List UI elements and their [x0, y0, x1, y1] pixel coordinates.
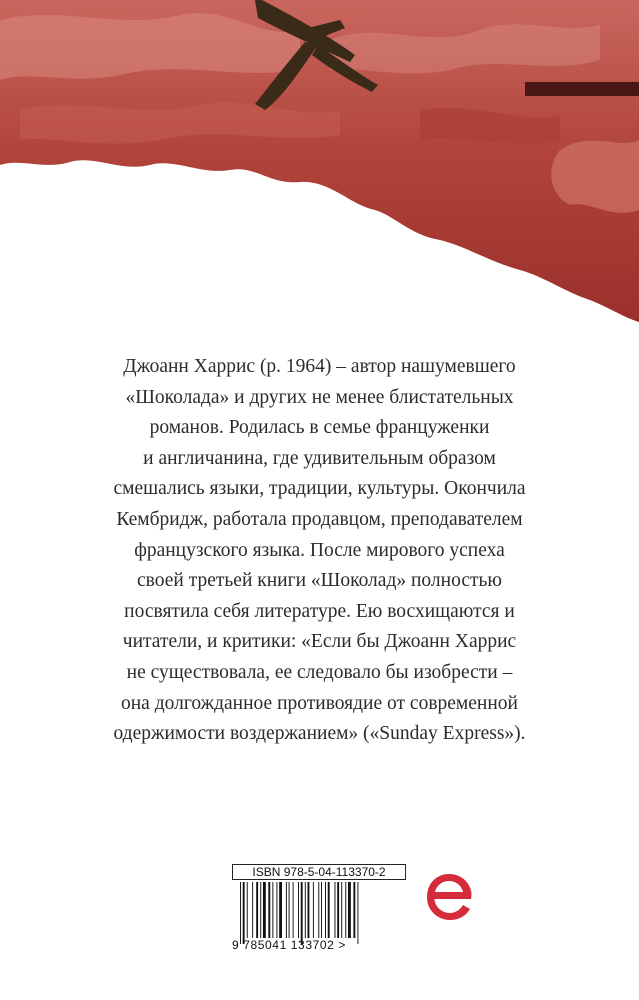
bio-line: она долгожданное противоядие от современной: [121, 692, 518, 714]
author-bio: [70, 352, 569, 750]
bio-line: Кембридж, работала продавцом, преподавателем: [116, 508, 523, 530]
bio-line: «Шоколада» и других не менее блистательных: [125, 386, 514, 408]
barcode-bar: [335, 882, 336, 938]
bio-line: читатели, и критики: «Если бы Джоанн Харрис: [122, 631, 517, 653]
bio-line: романов. Родилась в семье француженки: [149, 417, 490, 439]
barcode-bars: [238, 882, 406, 944]
barcode-bar: [321, 882, 322, 938]
barcode-bar: [298, 882, 299, 938]
bio-line: смешались языки, традиции, культуры. Окончила: [113, 478, 526, 500]
bio-line: одержимости воздержанием» («Sunday Express»).: [113, 723, 526, 745]
barcode-bar: [353, 882, 355, 938]
barcode: [232, 864, 406, 952]
bio-line: и англичанина, где удивительным образом: [143, 447, 496, 469]
barcode-bar: [345, 882, 346, 938]
barcode-bar: [313, 882, 314, 938]
barcode-bar: [348, 882, 351, 938]
isbn-label: ISBN 978-5-04-113370-2: [232, 864, 406, 880]
barcode-bar: [328, 882, 330, 938]
barcode-bar: [263, 882, 266, 938]
cover-illustration: [0, 0, 639, 330]
barcode-bar: [293, 882, 294, 938]
barcode-digits: 9 785041 133702 >: [232, 938, 346, 952]
barcode-bar: [240, 882, 241, 944]
dark-stripe: [525, 82, 639, 96]
barcode-bar: [305, 882, 306, 938]
barcode-bar: [308, 882, 310, 938]
barcode-bar: [247, 882, 248, 938]
barcode-bar: [279, 882, 282, 938]
bio-line: французского языка. После мирового успеха: [134, 539, 505, 561]
barcode-bar: [243, 882, 245, 944]
bio-line: Джоанн Харрис (р. 1964) – автор нашумевшего: [123, 356, 516, 377]
barcode-bar: [276, 882, 277, 938]
barcode-bar: [357, 882, 358, 944]
barcode-bar: [318, 882, 319, 938]
barcode-bar: [325, 882, 326, 938]
barcode-bar: [301, 882, 303, 944]
bio-line: своей третьей книги «Шоколад» полностью: [137, 570, 502, 592]
barcode-bar: [341, 882, 342, 938]
barcode-bar: [272, 882, 273, 938]
barcode-bar: [256, 882, 258, 938]
barcode-bar: [337, 882, 339, 938]
barcode-bar: [260, 882, 261, 938]
barcode-bar: [286, 882, 287, 938]
publisher-logo-icon: [424, 870, 474, 924]
bio-line: посвятила себя литературе. Ею восхищаются и: [124, 600, 515, 622]
barcode-bar: [289, 882, 290, 938]
barcode-bar: [252, 882, 253, 938]
barcode-bar: [268, 882, 270, 938]
bio-line: не существовала, ее следовало бы изобрести –: [126, 661, 513, 683]
